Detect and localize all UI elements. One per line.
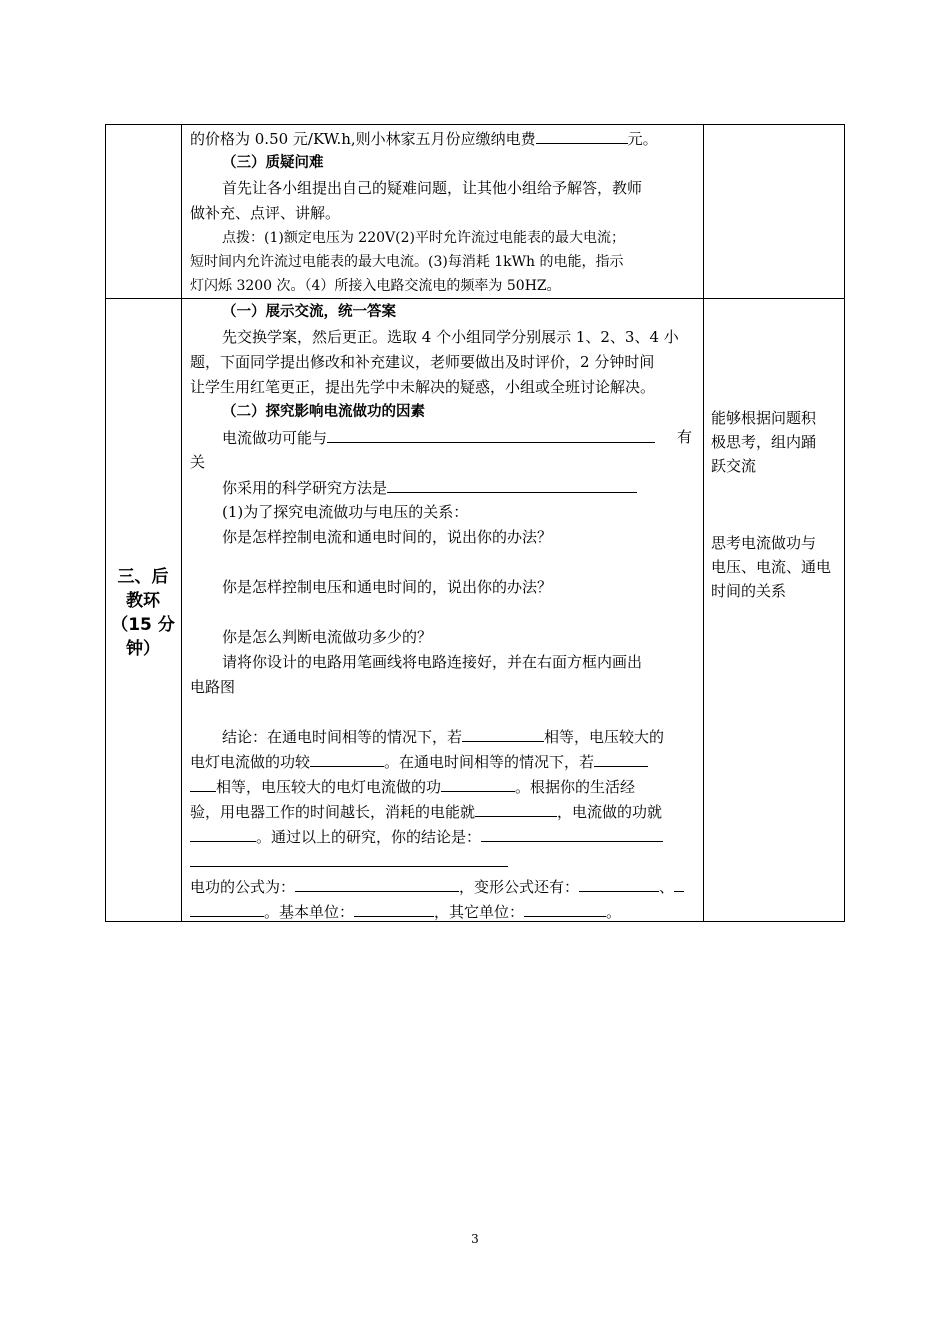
conclusion-line [190, 776, 635, 797]
text: 关 [190, 453, 206, 471]
note-line: 电压、电流、通电 [711, 558, 832, 576]
question-line: 请将你设计的电路用笔画线将电路连接好，并在右面方框内画出 [222, 653, 643, 671]
note-line: 跃交流 [711, 457, 757, 475]
stage-label-line: （15 分 [111, 615, 175, 635]
note-line: 能够根据问题积 [711, 409, 817, 427]
blank [190, 776, 216, 792]
blank [462, 726, 544, 742]
text: 。在通电时间相等的情况下，若 [384, 753, 595, 771]
text: 、 [659, 878, 675, 896]
note-line: 思考电流做功与 [711, 534, 817, 552]
blank [594, 751, 648, 767]
conclusion-line [190, 826, 663, 847]
fill-line-factor [222, 427, 655, 448]
conclusion-line [190, 851, 508, 872]
blank [481, 826, 663, 842]
text: 相等，电压较大的电灯电流做的功 [216, 778, 442, 796]
blank [524, 901, 606, 917]
blank [190, 901, 264, 917]
blank [190, 851, 508, 867]
blank [441, 776, 515, 792]
section-heading-3: （三）质疑问难 [222, 155, 324, 171]
paragraph-line: 让学生用红笔更正，提出先学中未解决的疑惑，小组或全班讨论解决。 [190, 378, 656, 396]
column-divider [181, 125, 182, 921]
blank [295, 876, 459, 892]
conclusion-line [190, 751, 648, 772]
blank [190, 826, 256, 842]
text: 电流做功可能与 [222, 429, 328, 447]
paragraph-line: 先交换学案，然后更正。选取 4 个小组同学分别展示 1、2、3、4 小 [222, 328, 679, 346]
hint-line: 灯闪烁 3200 次。（4）所接入电路交流电的频率为 50HZ。 [190, 278, 561, 294]
text: 。 [606, 903, 622, 921]
formula-line [190, 876, 684, 897]
blank [387, 477, 637, 493]
hint-line: 点拨：(1)额定电压为 220V(2)平时允许流过电能表的最大电流； [222, 230, 625, 246]
hint-line: 短时间内允许流过电能表的最大电流。(3)每消耗 1kWh 的电能，指示 [190, 254, 624, 270]
formula-line [190, 901, 621, 922]
conclusion-line [222, 726, 664, 747]
question-line: 你是怎么判断电流做功多少的？ [222, 628, 433, 646]
note-line: 极思考，组内踊 [711, 433, 817, 451]
note-line: 时间的关系 [711, 582, 787, 600]
blank [310, 751, 384, 767]
row-divider [106, 298, 844, 299]
text: 结论：在通电时间相等的情况下，若 [222, 728, 463, 746]
text: 。通过以上的研究，你的结论是： [256, 828, 482, 846]
text: 你采用的科学研究方法是 [222, 479, 388, 497]
student-activity-note [711, 406, 841, 478]
blank [674, 876, 684, 892]
question-line: 你是怎样控制电流和通电时间的，说出你的办法？ [222, 528, 553, 546]
text: 。基本单位： [264, 903, 355, 921]
stage-label-line: 钟） [126, 639, 160, 659]
text: 相等，电压较大的 [544, 728, 665, 746]
section-heading-2: （二）探究影响电流做功的因素 [222, 404, 425, 420]
text: 验，用电器工作的时间越长，消耗的电能就 [190, 803, 476, 821]
text: 有 [677, 428, 693, 446]
column-divider [703, 125, 704, 921]
fill-line-method [222, 477, 637, 498]
question-line: 电路图 [190, 678, 236, 696]
blank [579, 876, 659, 892]
text: 电灯电流做的功较 [190, 753, 311, 771]
paragraph-line: 做补充、点评、讲解。 [190, 204, 341, 222]
text: 的价格为 0.50 元/KW.h,则小林家五月份应缴纳电费 [190, 130, 536, 148]
blank [536, 128, 628, 144]
text: ，电流做的功就 [557, 803, 663, 821]
question-line: 你是怎样控制电压和通电时间的，说出你的办法？ [222, 578, 553, 596]
student-activity-note [711, 531, 841, 603]
text: ，其它单位： [434, 903, 525, 921]
blank [475, 801, 557, 817]
conclusion-line [190, 801, 662, 822]
blank [327, 427, 655, 443]
stage-label-line: 三、后 [117, 567, 169, 587]
stage-label-line: 教环 [126, 591, 160, 611]
blank [354, 901, 434, 917]
text: 。根据你的生活经 [515, 778, 636, 796]
text: ，变形公式还有： [459, 878, 580, 896]
stage-label [106, 565, 180, 661]
section-heading-1: （一）展示交流，统一答案 [222, 304, 396, 320]
page-number: 3 [471, 1232, 479, 1246]
paragraph-line: 题，下面同学提出修改和补充建议，老师要做出及时评价，2 分钟时间 [190, 353, 655, 371]
text: 电功的公式为： [190, 878, 296, 896]
paragraph-line: 首先让各小组提出自己的疑难问题，让其他小组给予解答，教师 [222, 179, 643, 197]
question-line: (1)为了探究电流做功与电压的关系： [222, 503, 469, 521]
row1-line1 [190, 128, 658, 149]
text: 元。 [627, 130, 658, 148]
